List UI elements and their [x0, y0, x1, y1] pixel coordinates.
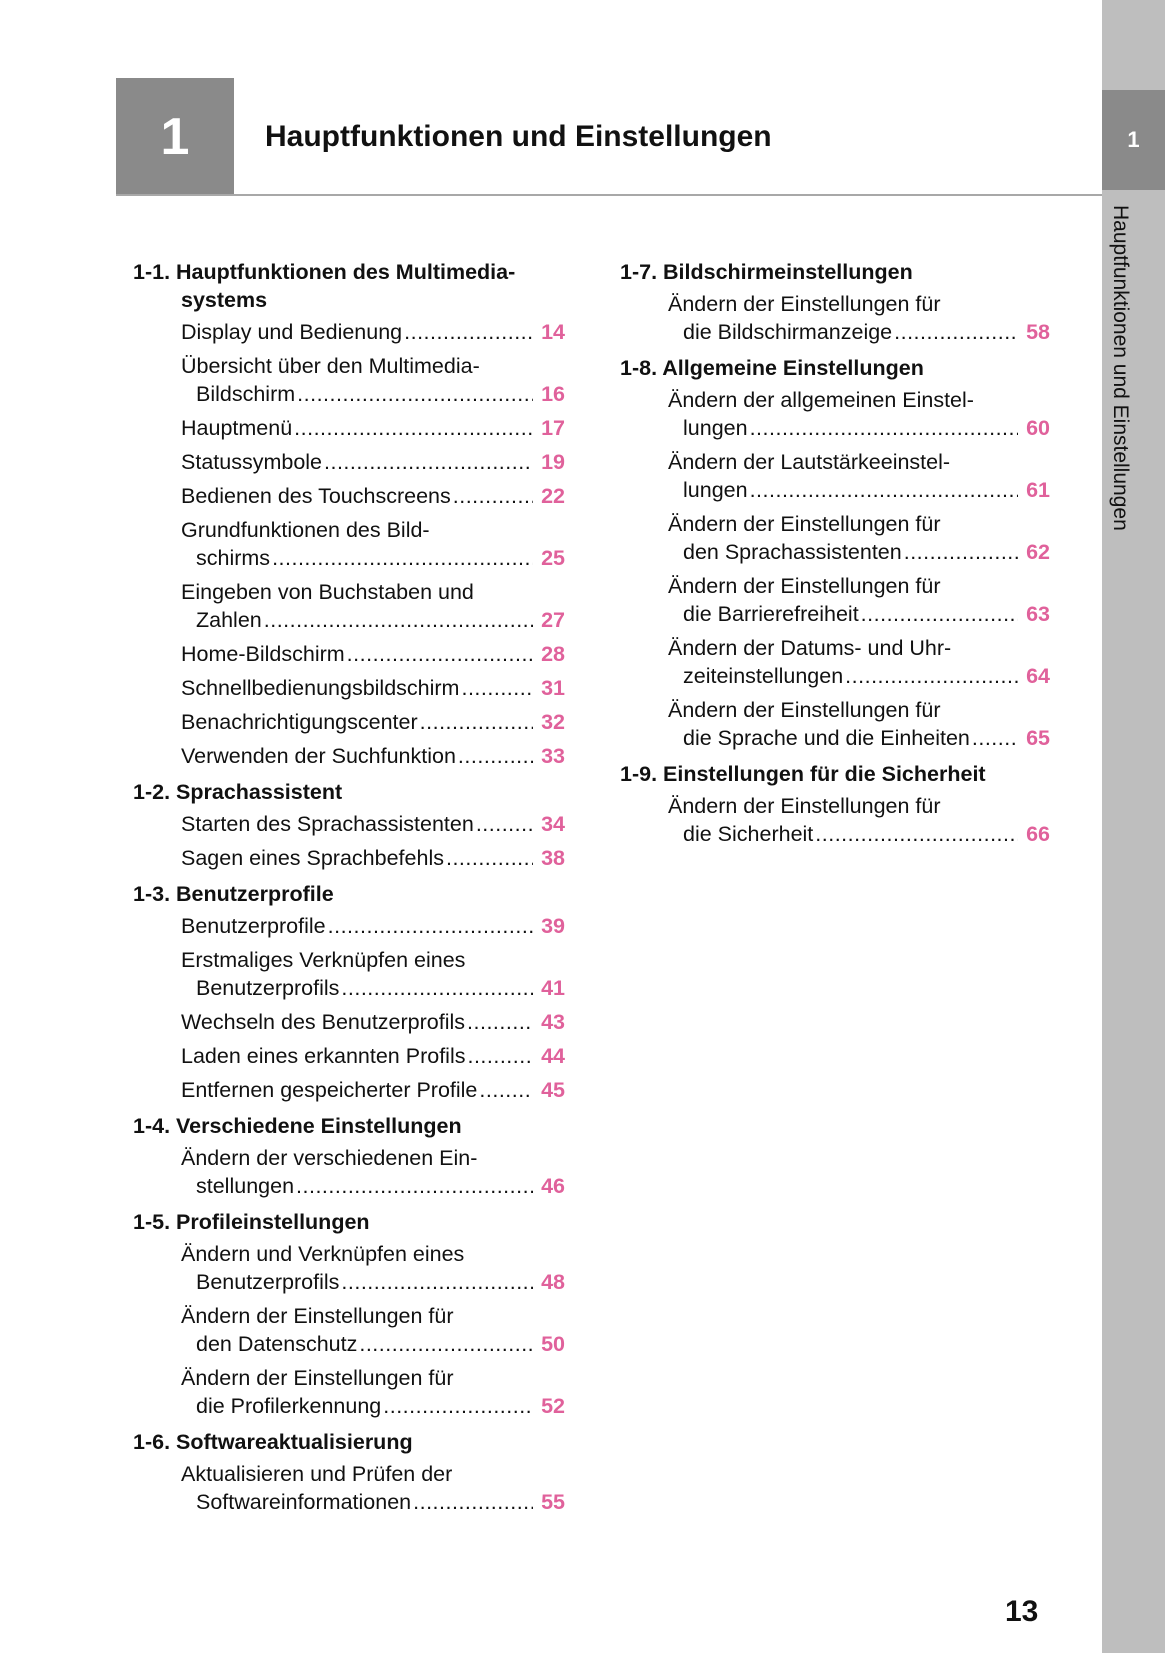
toc-entry-text: Übersicht über den Multimedia-: [181, 354, 480, 378]
toc-entry-leader-line: [181, 318, 565, 346]
toc-entry[interactable]: [620, 510, 1050, 566]
toc-entry-leader-line: [181, 912, 565, 940]
page-reference-link[interactable]: 32: [541, 710, 565, 734]
page-reference-link[interactable]: 50: [541, 1332, 565, 1356]
dot-leader: [359, 1330, 533, 1358]
page-reference-link[interactable]: 44: [541, 1044, 565, 1068]
page-number: 13: [1005, 1595, 1039, 1628]
toc-entry-leader-line: [181, 606, 565, 634]
dot-leader: [383, 1392, 533, 1420]
toc-entry-text: Ändern der allgemeinen Einstel-: [668, 388, 974, 412]
page-reference-link[interactable]: 19: [541, 450, 565, 474]
page-reference-link[interactable]: 17: [541, 416, 565, 440]
toc-entry-leader-line: [181, 448, 565, 476]
toc-column-left: [133, 258, 565, 1524]
page-reference-link[interactable]: 46: [541, 1174, 565, 1198]
page-reference-link[interactable]: 22: [541, 484, 565, 508]
dot-leader: [453, 482, 533, 510]
dot-leader: [341, 974, 533, 1002]
toc-entry-leader-line: [181, 1330, 565, 1358]
page-reference-link[interactable]: 14: [541, 320, 565, 344]
toc-entry-title: Laden eines erkannten Profils: [181, 1044, 466, 1068]
page-reference-link[interactable]: 45: [541, 1078, 565, 1102]
page-reference-link[interactable]: 41: [541, 976, 565, 1000]
dot-leader: [750, 414, 1018, 442]
chapter-number-box: 1: [116, 78, 234, 196]
toc-section: [133, 1208, 565, 1420]
dot-leader: [845, 662, 1018, 690]
toc-entry-title: Softwareinformationen: [196, 1490, 412, 1514]
dot-leader: [264, 606, 533, 634]
toc-entry[interactable]: [133, 946, 565, 1002]
dot-leader: [413, 1488, 533, 1516]
side-chapter-tab[interactable]: 1: [1102, 90, 1165, 190]
toc-section: [620, 258, 1050, 346]
toc-entry-text: Ändern der Einstellungen für: [668, 574, 941, 598]
dot-leader: [467, 1042, 533, 1070]
dot-leader: [272, 544, 533, 572]
toc-entry-leader-line: [181, 640, 565, 668]
toc-entry-text: Eingeben von Buchstaben und: [181, 580, 474, 604]
dot-leader: [815, 820, 1018, 848]
dot-leader: [328, 912, 533, 940]
toc-entry-text: Ändern der Datums- und Uhr-: [668, 636, 952, 660]
page-reference-link[interactable]: 61: [1026, 478, 1050, 502]
toc-entry[interactable]: [620, 448, 1050, 504]
page-reference-link[interactable]: 25: [541, 546, 565, 570]
toc-entry-leader-line: [181, 974, 565, 1002]
toc-entry[interactable]: [133, 810, 565, 838]
toc-entry-leader-line: [668, 318, 1050, 346]
dot-leader: [750, 476, 1018, 504]
toc-entry-title: zeiteinstellungen: [683, 664, 844, 688]
dot-leader: [420, 708, 533, 736]
toc-entry-leader-line: [181, 1008, 565, 1036]
toc-entry-title: Bildschirm: [196, 382, 296, 406]
toc-entry-leader-line: [181, 708, 565, 736]
dot-leader: [894, 318, 1018, 346]
dot-leader: [347, 640, 533, 668]
toc-entry[interactable]: [133, 318, 565, 346]
toc-entry-leader-line: [181, 844, 565, 872]
toc-entry-leader-line: [181, 544, 565, 572]
toc-entry-leader-line: [181, 380, 565, 408]
toc-section: [133, 880, 565, 1104]
section-heading[interactable]: 1-9. Einstellungen für die Sicherheit: [620, 762, 986, 786]
page-reference-link[interactable]: 48: [541, 1270, 565, 1294]
page-reference-link[interactable]: 34: [541, 812, 565, 836]
dot-leader: [972, 724, 1018, 752]
toc-entry-text: Ändern der Einstellungen für: [668, 698, 941, 722]
toc-entry-title: Starten des Sprachassistenten: [181, 812, 474, 836]
toc-entry-text: Ändern der Einstellungen für: [181, 1304, 454, 1328]
section-heading[interactable]: 1-8. Allgemeine Einstellungen: [620, 356, 924, 380]
toc-entry[interactable]: [133, 516, 565, 572]
toc-entry[interactable]: [133, 1042, 565, 1070]
toc-entry[interactable]: [133, 640, 565, 668]
dot-leader: [904, 538, 1018, 566]
dot-leader: [446, 844, 533, 872]
toc-entry[interactable]: [133, 1076, 565, 1104]
toc-entry-title: lungen: [683, 416, 748, 440]
toc-entry[interactable]: [133, 1240, 565, 1296]
toc-entry-title: die Profilerkennung: [196, 1394, 382, 1418]
toc-section: [620, 354, 1050, 752]
toc-entry-leader-line: [668, 414, 1050, 442]
toc-entry[interactable]: [133, 352, 565, 408]
side-chapter-label: Hauptfunktionen und Einstellungen: [1109, 205, 1132, 531]
toc-entry-leader-line: [668, 724, 1050, 752]
section-heading[interactable]: 1-3. Benutzerprofile: [133, 882, 334, 906]
toc-entry-leader-line: [181, 810, 565, 838]
header-divider: [116, 194, 1102, 196]
chapter-title: Hauptfunktionen und Einstellungen: [265, 120, 772, 153]
toc-entry[interactable]: [133, 578, 565, 634]
toc-entry-title: die Sprache und die Einheiten: [683, 726, 970, 750]
section-heading[interactable]: 1-5. Profileinstellungen: [133, 1210, 370, 1234]
toc-entry-title: lungen: [683, 478, 748, 502]
toc-section: [133, 258, 565, 770]
toc-entry-text: Erstmaliges Verknüpfen eines: [181, 948, 466, 972]
toc-entry-leader-line: [668, 820, 1050, 848]
page-reference-link[interactable]: 58: [1026, 320, 1050, 344]
toc-entry-text: Aktualisieren und Prüfen der: [181, 1462, 453, 1486]
dot-leader: [341, 1268, 533, 1296]
toc-entry[interactable]: [620, 386, 1050, 442]
toc-section: [133, 778, 565, 872]
toc-entry-leader-line: [668, 662, 1050, 690]
toc-entry-text: Ändern der Einstellungen für: [668, 794, 941, 818]
page-reference-link[interactable]: 33: [541, 744, 565, 768]
page-reference-link[interactable]: 39: [541, 914, 565, 938]
toc-entry-leader-line: [181, 1042, 565, 1070]
toc-entry-text: Ändern der Lautstärkeeinstel-: [668, 450, 951, 474]
toc-entry[interactable]: [133, 1302, 565, 1358]
toc-entry[interactable]: [620, 634, 1050, 690]
toc-entry-leader-line: [668, 538, 1050, 566]
page-reference-link[interactable]: 27: [541, 608, 565, 632]
toc-column-right: [620, 258, 1050, 856]
toc-entry-title: den Sprachassistenten: [683, 540, 902, 564]
toc-entry[interactable]: [133, 414, 565, 442]
page-reference-link[interactable]: 43: [541, 1010, 565, 1034]
toc-section: [620, 760, 1050, 848]
toc-entry-leader-line: [181, 742, 565, 770]
toc-entry-leader-line: [181, 1392, 565, 1420]
dot-leader: [458, 742, 533, 770]
page-reference-link[interactable]: 28: [541, 642, 565, 666]
toc-entry-title: den Datenschutz: [196, 1332, 358, 1356]
toc-entry[interactable]: [133, 912, 565, 940]
toc-entry-title: Benutzerprofile: [181, 914, 326, 938]
dot-leader: [404, 318, 533, 346]
toc-entry-leader-line: [181, 1268, 565, 1296]
toc-entry[interactable]: [133, 742, 565, 770]
page-reference-link[interactable]: 38: [541, 846, 565, 870]
dot-leader: [294, 414, 533, 442]
toc-entry-text: Ändern der Einstellungen für: [668, 512, 941, 536]
toc-entry-leader-line: [181, 1076, 565, 1104]
toc-entry-leader-line: [668, 476, 1050, 504]
dot-leader: [467, 1008, 533, 1036]
dot-leader: [461, 674, 533, 702]
dot-leader: [324, 448, 533, 476]
toc-entry[interactable]: [133, 1008, 565, 1036]
section-heading[interactable]: 1-6. Softwareaktualisierung: [133, 1430, 413, 1454]
toc-entry-title: Verwenden der Suchfunktion: [181, 744, 456, 768]
toc-entry-text: Ändern und Verknüpfen eines: [181, 1242, 465, 1266]
dot-leader: [476, 810, 533, 838]
page-reference-link[interactable]: 52: [541, 1394, 565, 1418]
toc-entry[interactable]: [133, 674, 565, 702]
toc-entry-title: die Bildschirmanzeige: [683, 320, 893, 344]
toc-entry[interactable]: [133, 482, 565, 510]
section-heading[interactable]: 1-7. Bildschirmeinstellungen: [620, 260, 913, 284]
toc-entry-text: Grundfunktionen des Bild-: [181, 518, 430, 542]
toc-entry-title: stellungen: [196, 1174, 295, 1198]
toc-entry[interactable]: [133, 1460, 565, 1516]
toc-section: [133, 1112, 565, 1200]
toc-entry[interactable]: [620, 572, 1050, 628]
dot-leader: [479, 1076, 533, 1104]
toc-entry-text: Ändern der verschiedenen Ein-: [181, 1146, 478, 1170]
toc-entry-title: Zahlen: [196, 608, 262, 632]
toc-entry-title: Wechseln des Benutzerprofils: [181, 1010, 466, 1034]
page-reference-link[interactable]: 62: [1026, 540, 1050, 564]
toc-entry[interactable]: [620, 290, 1050, 346]
toc-entry[interactable]: [133, 448, 565, 476]
section-heading[interactable]: 1-1. Hauptfunktionen des Multimedia-systems: [133, 260, 516, 312]
page-reference-link[interactable]: 31: [541, 676, 565, 700]
page-reference-link[interactable]: 66: [1026, 822, 1050, 846]
toc-entry-title: Bedienen des Touchscreens: [181, 484, 451, 508]
toc-entry-leader-line: [181, 1172, 565, 1200]
page-reference-link[interactable]: 64: [1026, 664, 1050, 688]
toc-entry-title: Schnellbedienungsbildschirm: [181, 676, 460, 700]
toc-entry-title: Benachrichtigungscenter: [181, 710, 418, 734]
toc-entry-title: Hauptmenü: [181, 416, 293, 440]
page-reference-link[interactable]: 63: [1026, 602, 1050, 626]
toc-entry-title: Benutzerprofils: [196, 976, 340, 1000]
toc-entry[interactable]: [133, 844, 565, 872]
toc-entry[interactable]: [620, 696, 1050, 752]
toc-entry-title: die Sicherheit: [683, 822, 814, 846]
page-reference-link[interactable]: 55: [541, 1490, 565, 1514]
toc-entry-leader-line: [181, 414, 565, 442]
toc-entry-title: schirms: [196, 546, 271, 570]
toc-entry-title: Statussymbole: [181, 450, 323, 474]
dot-leader: [296, 1172, 533, 1200]
section-heading[interactable]: 1-2. Sprachassistent: [133, 780, 343, 804]
toc-entry[interactable]: [133, 1364, 565, 1420]
dot-leader: [861, 600, 1018, 628]
page-reference-link[interactable]: 16: [541, 382, 565, 406]
page-reference-link[interactable]: 60: [1026, 416, 1050, 440]
toc-entry[interactable]: [620, 792, 1050, 848]
toc-entry-title: Benutzerprofils: [196, 1270, 340, 1294]
toc-entry-title: die Barrierefreiheit: [683, 602, 859, 626]
page-reference-link[interactable]: 65: [1026, 726, 1050, 750]
toc-entry-text: Ändern der Einstellungen für: [668, 292, 941, 316]
toc-entry-leader-line: [181, 1488, 565, 1516]
toc-section: [133, 1428, 565, 1516]
dot-leader: [297, 380, 533, 408]
toc-entry-title: Sagen eines Sprachbefehls: [181, 846, 444, 870]
toc-entry-title: Home-Bildschirm: [181, 642, 345, 666]
toc-entry[interactable]: [133, 1144, 565, 1200]
toc-entry-leader-line: [181, 674, 565, 702]
toc-entry-leader-line: [668, 600, 1050, 628]
toc-entry-leader-line: [181, 482, 565, 510]
toc-entry-title: Display und Bedienung: [181, 320, 403, 344]
toc-entry-title: Entfernen gespeicherter Profile: [181, 1078, 478, 1102]
toc-entry-text: Ändern der Einstellungen für: [181, 1366, 454, 1390]
section-heading[interactable]: 1-4. Verschiedene Einstellungen: [133, 1114, 462, 1138]
toc-entry[interactable]: [133, 708, 565, 736]
